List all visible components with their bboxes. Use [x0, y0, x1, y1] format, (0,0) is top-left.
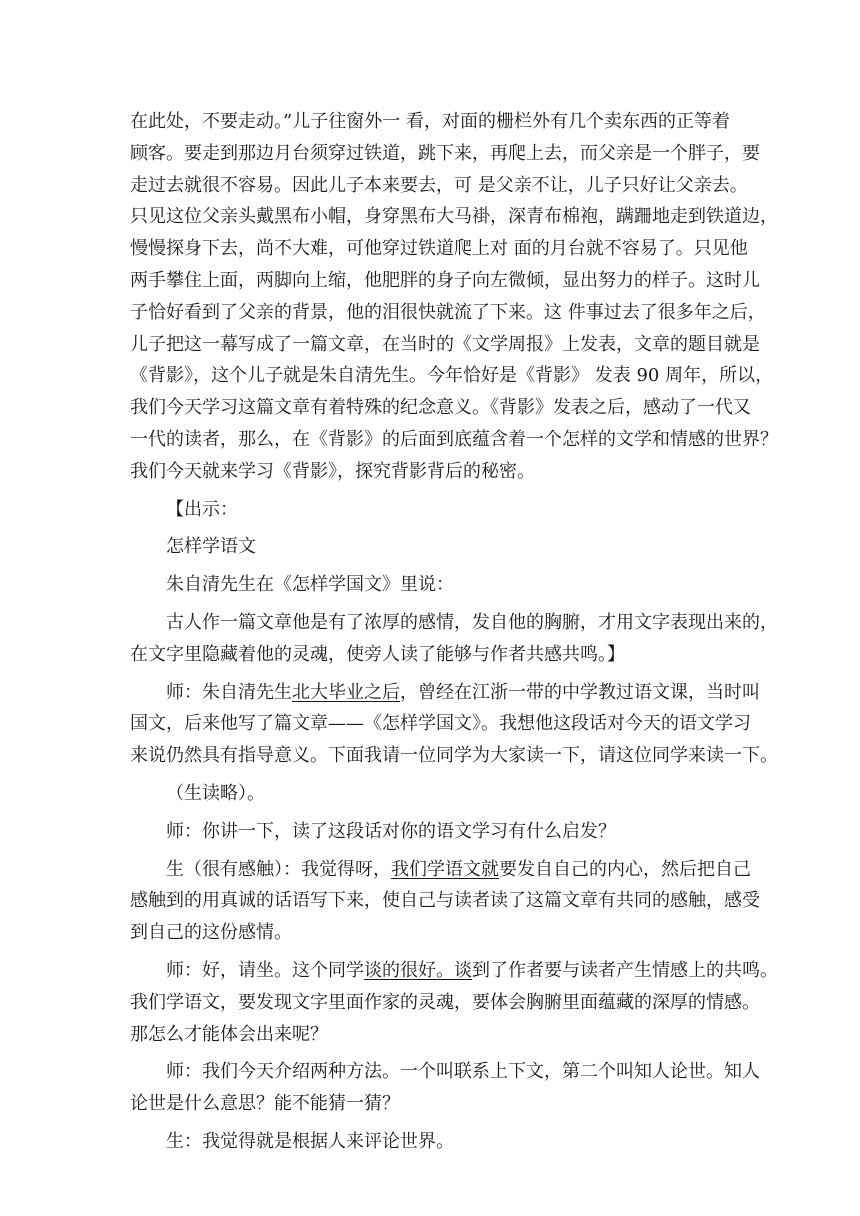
text-span: ，曾经在江浙一带的中学教过语文课，当时叫 [400, 681, 760, 703]
text-line: 《背影》，这个儿子就是朱自清先生。今年恰好是《背影》 发表 90 周年，所以， [130, 365, 774, 387]
underlined-text: 北大毕业之后 [292, 681, 400, 703]
paragraph-show-label [130, 494, 730, 526]
paragraph-student-2 [130, 1126, 730, 1158]
text-line: 师：我们今天介绍两种方法。一个叫联系上下文，第二个叫知人论世。知人 [166, 1061, 760, 1083]
text-span: 师：朱自清先生 [166, 681, 292, 703]
paragraph-quote-intro [130, 569, 730, 601]
text-line: 怎样学语文 [166, 536, 256, 558]
text-line: （生读略）。 [166, 782, 265, 804]
paragraph-story [130, 106, 778, 488]
paragraph-quote [130, 607, 778, 671]
text-line: 到自己的这份感情。 [130, 922, 292, 944]
text-line: 在此处，不要走动。”儿子往窗外一 看，对面的栅栏外有几个卖东西的正等着 [130, 111, 730, 132]
text-span: 到了作者要与读者产生情感上的共鸣。 [472, 959, 778, 981]
text-line: 感触到的用真诚的话语写下来，使自己与读者读了这篇文章有共同的感触，感受 [130, 890, 760, 912]
paragraph-teacher-2 [130, 816, 730, 848]
text-span: 生（很有感触）：我觉得呀， [166, 858, 391, 880]
text-span: 要发自自己的内心，然后把自己 [499, 858, 751, 880]
text-line: 子恰好看到了父亲的背景，他的泪很快就流了下来。这 件事过去了很多年之后， [130, 301, 766, 323]
paragraph-heading [130, 531, 730, 563]
text-line: 儿子把这一幕写成了一篇文章，在当时的《文学周报》上发表，文章的题目就是 [130, 333, 760, 355]
paragraph-teacher-3 [130, 955, 778, 1050]
text-line [130, 677, 760, 709]
text-line: 只见这位父亲头戴黑布小帽，身穿黑布大马褂，深青布棉袍，蹒跚地走到铁道边， [130, 206, 778, 228]
text-line: 古人作一篇文章他是有了浓厚的感情，发自他的胸腑，才用文字表现出来的， [166, 611, 778, 633]
text-line: 我们今天学习这篇文章有着特殊的纪念意义。《背影》发表之后，感动了一代又 [130, 397, 751, 419]
text-line: 慢慢探身下去，尚不大难，可他穿过铁道爬上对 面的月台就不容易了。只见他 [130, 238, 748, 260]
underlined-text: 谈的很好。谈 [364, 959, 472, 981]
document-body [130, 106, 778, 1158]
text-line: 国文，后来他写了篇文章——《怎样学国文》。我想他这段话对今天的语文学习 [130, 713, 751, 735]
text-line: 在文字里隐藏着他的灵魂，使旁人读了能够与作者共感共鸣。】 [130, 643, 625, 665]
text-line: 【出示： [166, 498, 238, 520]
text-span: 师：好，请坐。这个同学 [166, 959, 364, 981]
text-line [130, 854, 751, 886]
text-line: 我们今天就来学习《背影》，探究背影背后的秘密。 [130, 460, 535, 482]
text-line: 师：你讲一下，读了这段话对你的语文学习有什么启发？ [166, 820, 616, 842]
text-line: 顾客。要走到那边月台须穿过铁道，跳下来，再爬上去，而父亲是一个胖子，要 [130, 142, 760, 164]
text-line: 两手攀住上面，两脚向上缩，他肥胖的身子向左微倾，显出努力的样子。这时儿 [130, 269, 760, 291]
text-line: 走过去就很不容易。因此儿子本来要去，可 是父亲不让，儿子只好让父亲去。 [130, 174, 748, 196]
paragraph-teacher-4 [130, 1056, 760, 1120]
text-line: 朱自清先生在《怎样学国文》里说： [166, 574, 454, 596]
text-line: 生：我觉得就是根据人来评论世界。 [166, 1130, 454, 1152]
text-line: 来说仍然具有指导意义。下面我请一位同学为大家读一下，请这位同学来读一下。 [130, 745, 778, 767]
paragraph-student-reads [130, 778, 730, 810]
paragraph-teacher-1 [130, 677, 778, 772]
text-line: 那怎么才能体会出来呢？ [130, 1023, 328, 1045]
paragraph-student-1 [130, 854, 760, 949]
text-line [130, 955, 778, 987]
text-line: 一代的读者，那么，在《背影》的后面到底蕴含着一个怎样的文学和情感的世界？ [130, 428, 778, 450]
text-line: 我们学语文，要发现文字里面作家的灵魂，要体会胸腑里面蕴藏的深厚的情感。 [130, 991, 760, 1013]
text-line: 论世是什么意思？能不能猜一猜？ [130, 1093, 400, 1115]
underlined-text: 我们学语文就 [391, 858, 499, 880]
